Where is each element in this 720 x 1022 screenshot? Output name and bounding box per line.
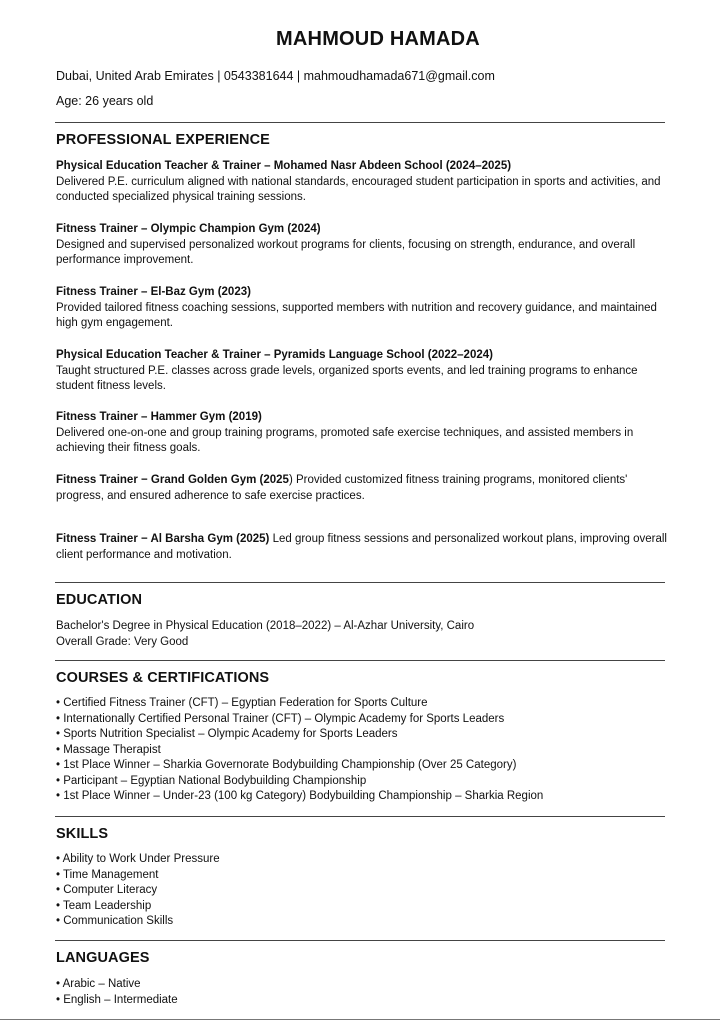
job-entry	[56, 222, 671, 269]
languages-list	[56, 977, 671, 1008]
section-divider	[55, 660, 665, 661]
page-bottom-edge	[0, 1019, 720, 1020]
experience-heading: PROFESSIONAL EXPERIENCE	[56, 132, 270, 148]
job-entry	[56, 532, 671, 563]
job-description: Delivered one-on-one and group training programs, promoted safe exercise techniques, and assisted members in achieving their fitness goals.	[56, 426, 634, 454]
list-item: • Ability to Work Under Pressure	[56, 853, 220, 865]
job-entry	[56, 285, 671, 332]
job-description: ) Provided customized fitness training programs, monitored clients' progress, and ensured adherence to safe exercise practices.	[56, 474, 628, 502]
list-item: • Certified Fitness Trainer (CFT) – Egyptian Federation for Sports Culture	[56, 697, 428, 709]
job-description: Led group fitness sessions and personalized workout plans, improving overall client performance and motivation.	[56, 533, 667, 561]
courses-heading: COURSES & CERTIFICATIONS	[56, 670, 270, 686]
job-entry	[56, 473, 671, 504]
candidate-name: MAHMOUD HAMADA	[276, 28, 480, 50]
languages-heading: LANGUAGES	[56, 950, 150, 966]
job-title: Fitness Trainer – El-Baz Gym (2023)	[56, 286, 251, 298]
grade-line: Overall Grade: Very Good	[56, 635, 189, 648]
list-item: • English – Intermediate	[56, 993, 178, 1006]
list-item: • 1st Place Winner – Under-23 (100 kg Category) Bodybuilding Championship – Sharkia Region	[56, 790, 544, 802]
job-description: Taught structured P.E. classes across grade levels, organized sports events, and led training programs to enhance student fitness levels.	[56, 364, 638, 392]
age-line: Age: 26 years old	[56, 94, 154, 108]
section-divider	[55, 816, 665, 817]
list-item: • Time Management	[56, 868, 159, 881]
job-title: Fitness Trainer − Al Barsha Gym (2025)	[56, 533, 270, 545]
skills-list	[56, 852, 671, 930]
list-item: • 1st Place Winner – Sharkia Governorate Bodybuilding Championship (Over 25 Category)	[56, 759, 517, 771]
job-description: Designed and supervised personalized workout programs for clients, focusing on strength, endurance, and overall performance improvement.	[56, 238, 636, 266]
list-item: • Sports Nutrition Specialist – Olympic Academy for Sports Leaders	[56, 728, 398, 740]
list-item: • Communication Skills	[56, 915, 174, 927]
job-description: Delivered P.E. curriculum aligned with national standards, encouraged student participation in sports and activities, and conducted specialized physical training sessions.	[56, 175, 661, 203]
contact-line: Dubai, United Arab Emirates | 0543381644 | mahmoudhamada671@gmail.com	[56, 69, 495, 83]
job-title: Fitness Trainer − Grand Golden Gym (2025	[56, 474, 289, 486]
job-entry	[56, 159, 671, 206]
list-item: • Arabic – Native	[56, 978, 141, 990]
section-divider	[55, 940, 665, 941]
education-details	[56, 619, 671, 650]
list-item: • Participant – Egyptian National Bodybuilding Championship	[56, 774, 367, 787]
job-title: Physical Education Teacher & Trainer – Pyramids Language School (2022–2024)	[56, 349, 493, 361]
section-divider	[55, 122, 665, 123]
list-item: • Internationally Certified Personal Trainer (CFT) – Olympic Academy for Sports Leaders	[56, 712, 505, 725]
job-description: Provided tailored fitness coaching sessions, supported members with nutrition and recovery guidance, and maintained high gym engagement.	[56, 301, 657, 329]
job-title: Fitness Trainer – Olympic Champion Gym (2024)	[56, 223, 321, 235]
job-title: Fitness Trainer – Hammer Gym (2019)	[56, 411, 262, 423]
list-item: • Massage Therapist	[56, 743, 161, 756]
list-item: • Computer Literacy	[56, 884, 158, 896]
education-heading: EDUCATION	[56, 592, 143, 608]
job-entry	[56, 410, 671, 457]
degree-line: Bachelor's Degree in Physical Education (2018–2022) – Al-Azhar University, Cairo	[56, 620, 475, 632]
job-title: Physical Education Teacher & Trainer – Mohamed Nasr Abdeen School (2024–2025)	[56, 160, 512, 172]
section-divider	[55, 582, 665, 583]
list-item: • Team Leadership	[56, 899, 152, 912]
courses-list	[56, 696, 671, 805]
job-entry	[56, 348, 671, 395]
skills-heading: SKILLS	[56, 826, 109, 842]
